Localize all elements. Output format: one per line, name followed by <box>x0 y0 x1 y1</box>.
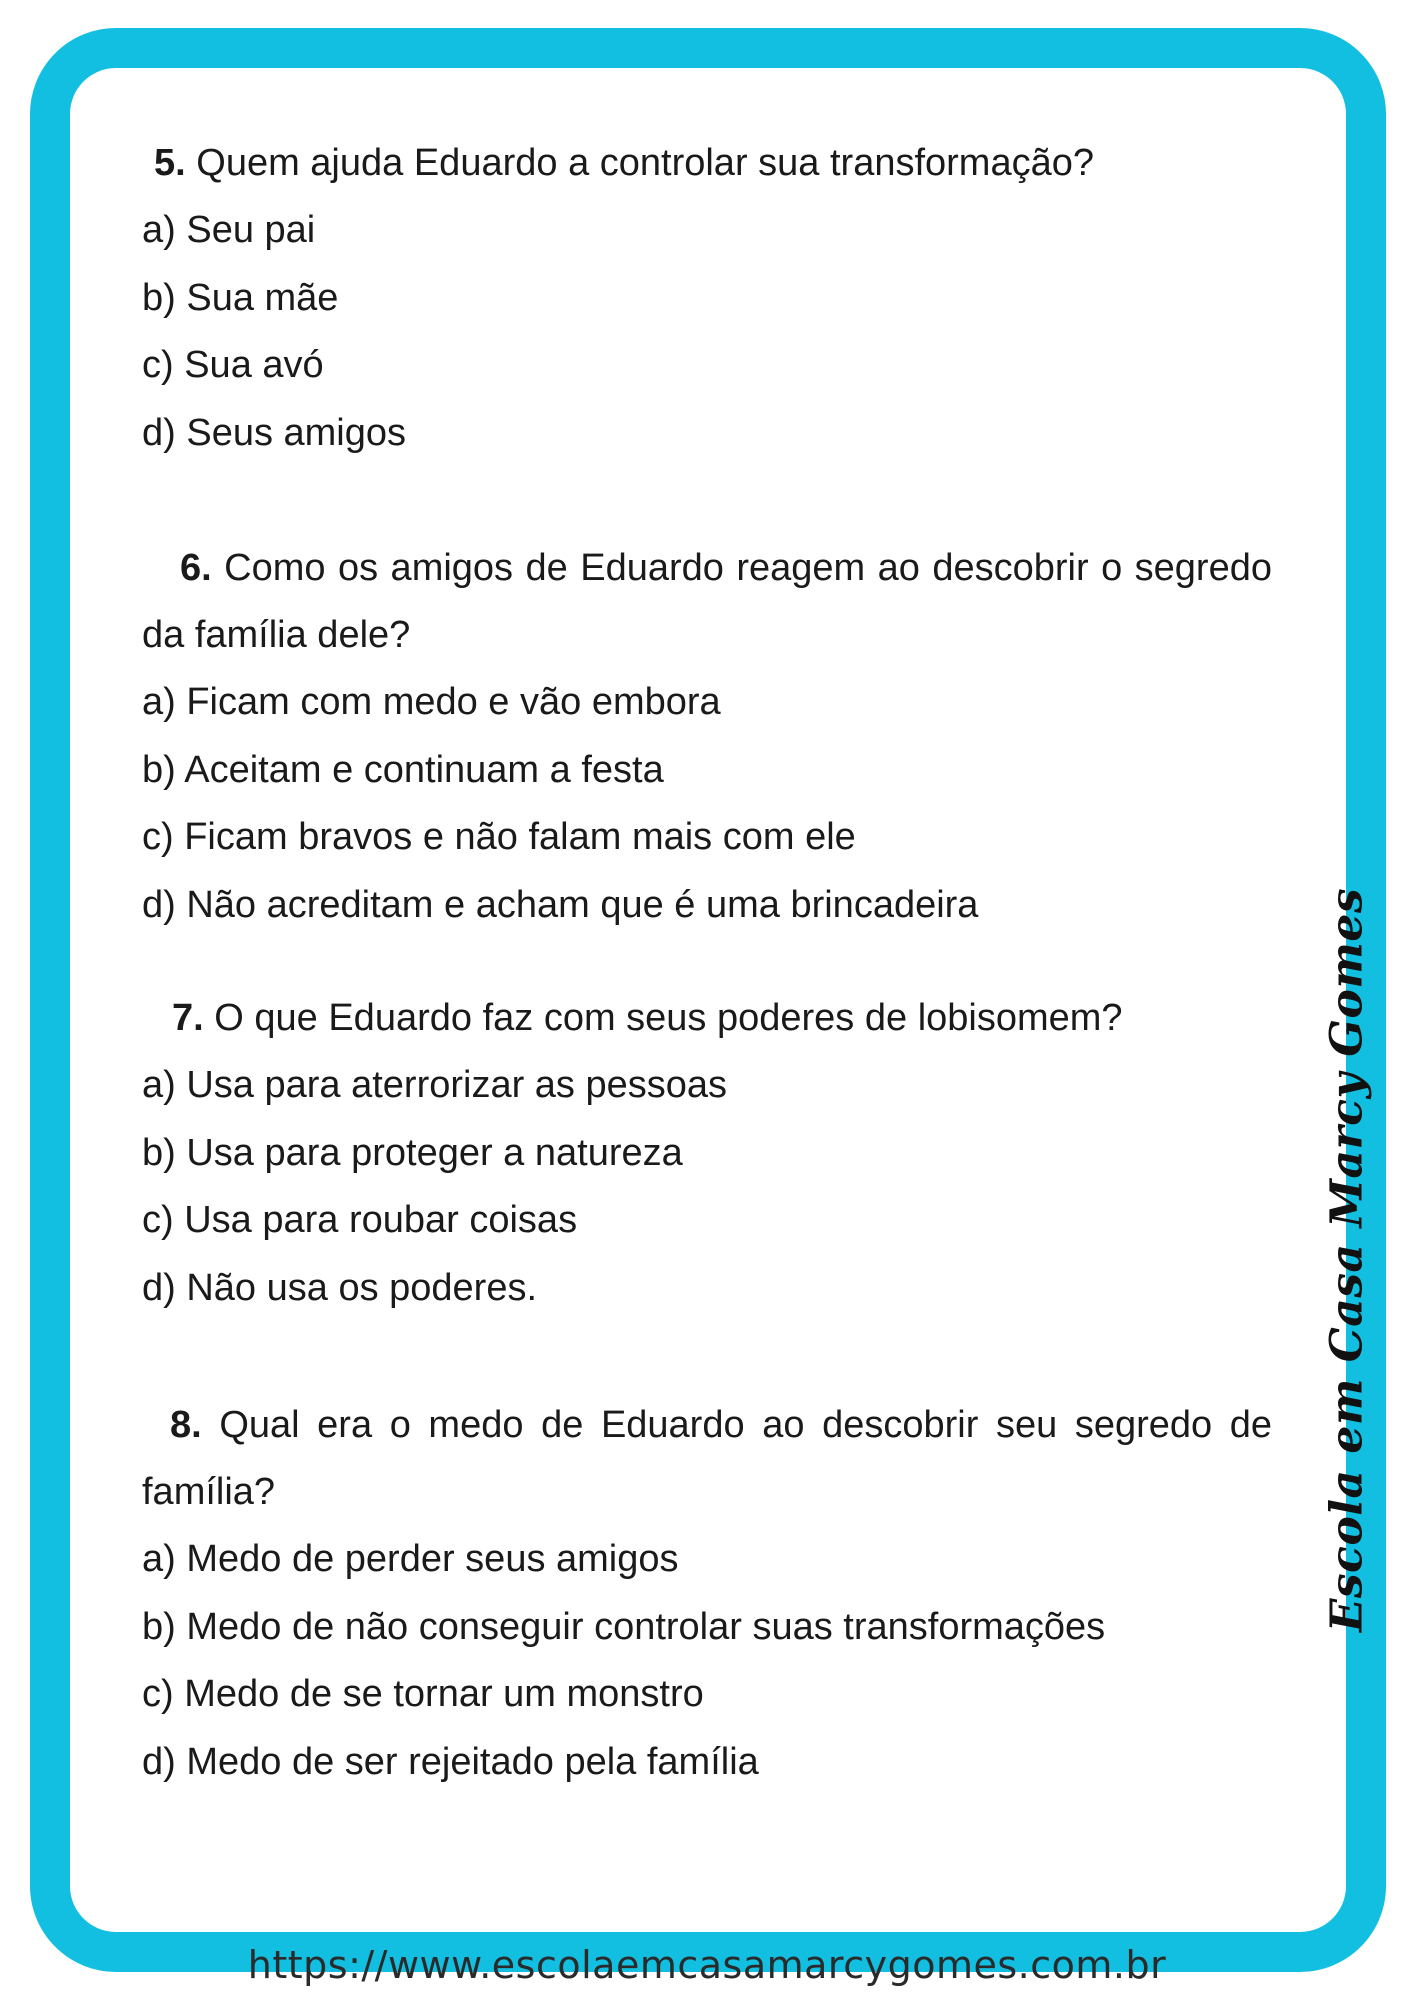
option-b: b) Medo de não conseguir controlar suas transformações <box>142 1605 1106 1648</box>
option-b: b) Sua mãe <box>142 276 339 319</box>
question-text <box>142 985 1272 1052</box>
question-7 <box>142 985 1272 1322</box>
question-prompt: Qual era o medo de Eduardo ao descobrir seu segredo de família? <box>142 1404 1272 1513</box>
option-c: c) Usa para roubar coisas <box>142 1199 578 1241</box>
option-d: d) Seus amigos <box>142 411 407 454</box>
school-name-vertical: Escola em Casa Marcy Gomes <box>1321 887 1373 1633</box>
option-d: d) Não usa os poderes. <box>142 1266 538 1309</box>
footer-url[interactable]: https://www.escolaemcasamarcygomes.com.br <box>247 1943 1167 1987</box>
option-a: a) Ficam com medo e vão embora <box>142 681 721 723</box>
option-d: d) Medo de ser rejeitado pela família <box>142 1740 759 1783</box>
option-b: b) Usa para proteger a natureza <box>142 1131 683 1174</box>
question-number: 5. <box>154 142 186 184</box>
question-text <box>142 535 1272 669</box>
question-number: 6. <box>180 547 212 589</box>
question-prompt: Quem ajuda Eduardo a controlar sua transformação? <box>196 142 1094 184</box>
option-d: d) Não acreditam e acham que é uma brincadeira <box>142 883 979 926</box>
question-number: 8. <box>170 1404 202 1446</box>
option-c: c) Ficam bravos e não falam mais com ele <box>142 816 856 858</box>
question-5 <box>142 130 1272 467</box>
option-b: b) Aceitam e continuam a festa <box>142 748 664 791</box>
option-a: a) Seu pai <box>142 209 316 251</box>
option-c: c) Medo de se tornar um monstro <box>142 1673 704 1715</box>
question-number: 7. <box>172 997 204 1039</box>
question-8 <box>142 1392 1272 1796</box>
option-a: a) Medo de perder seus amigos <box>142 1538 679 1580</box>
question-prompt: Como os amigos de Eduardo reagem ao descobrir o segredo da família dele? <box>142 547 1272 656</box>
question-6 <box>142 535 1272 939</box>
question-text <box>142 130 1272 197</box>
option-a: a) Usa para aterrorizar as pessoas <box>142 1064 728 1106</box>
question-text <box>142 1392 1272 1526</box>
question-prompt: O que Eduardo faz com seus poderes de lobisomem? <box>214 997 1123 1039</box>
option-c: c) Sua avó <box>142 344 324 386</box>
